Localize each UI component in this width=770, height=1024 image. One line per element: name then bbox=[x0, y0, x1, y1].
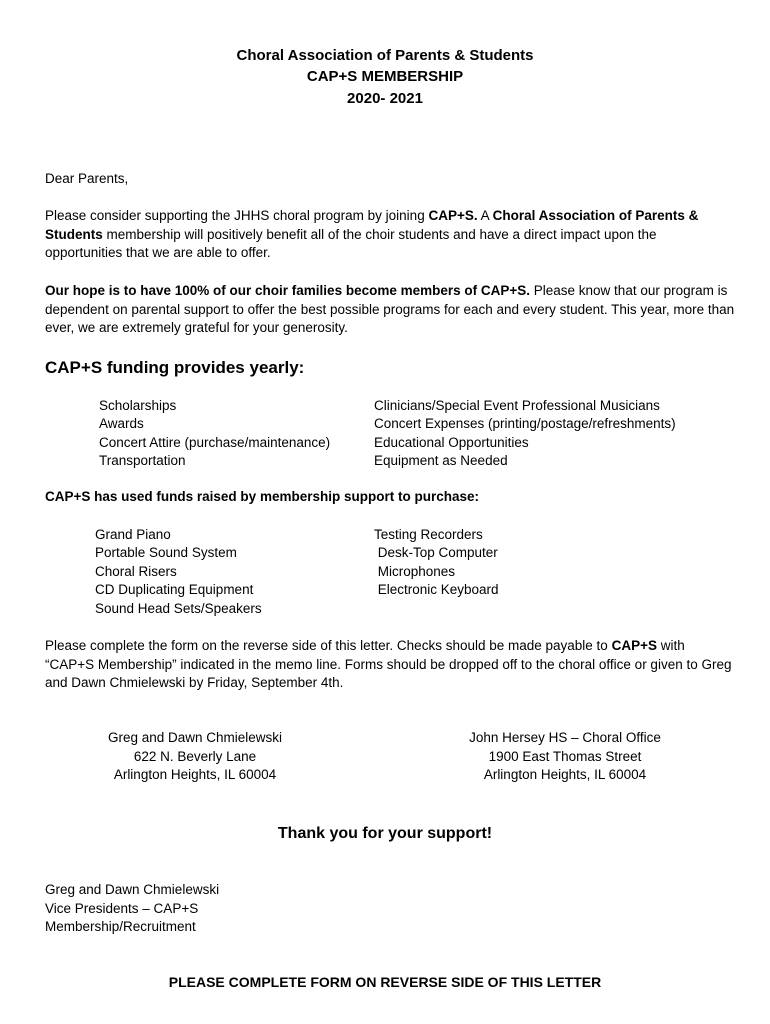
list-item: Awards bbox=[99, 416, 144, 432]
footer-notice: PLEASE COMPLETE FORM ON REVERSE SIDE OF THIS LETTER bbox=[168, 974, 602, 990]
list-item: Desk-Top Computer bbox=[374, 545, 498, 561]
purchases-heading: CAP+S has used funds raised by membership support to purchase: bbox=[45, 489, 479, 504]
funding-list-left bbox=[99, 397, 330, 471]
signature-block bbox=[45, 881, 219, 937]
list-item: Grand Piano bbox=[95, 527, 171, 542]
intro-text: A bbox=[477, 208, 493, 223]
intro-text: membership will positively benefit all of the choir students and have a direct impact upon the opportunities that we are able to offer. bbox=[45, 226, 657, 260]
list-item: Microphones bbox=[374, 563, 456, 579]
address-line: John Hersey HS – Choral Office bbox=[469, 730, 661, 745]
list-item: Testing Recorders bbox=[374, 527, 483, 542]
signature-line: Greg and Dawn Chmielewski bbox=[45, 882, 220, 897]
intro-paragraph-2 bbox=[45, 282, 735, 338]
signature-line: Vice Presidents – CAP+S bbox=[45, 900, 199, 916]
list-item: Concert Attire (purchase/maintenance) bbox=[99, 434, 331, 450]
header-year: 2020- 2021 bbox=[347, 90, 423, 107]
funding-list-right bbox=[374, 397, 676, 471]
purchases-list-right bbox=[374, 526, 499, 600]
instructions-text: with “CAP+S Membership” indicated in the memo line. Forms should be dropped off to the choral office or given to Greg and Dawn Chmielewski by Friday, September 4th. bbox=[45, 638, 732, 690]
address-line: Arlington Heights, IL 60004 bbox=[483, 767, 647, 782]
list-item: Transportation bbox=[99, 453, 186, 469]
header-org-name: Choral Association of Parents & Students bbox=[236, 47, 534, 64]
list-item: Choral Risers bbox=[95, 563, 177, 579]
list-item: Portable Sound System bbox=[95, 545, 237, 561]
intro-text: Please consider supporting the JHHS choral program by joining bbox=[45, 208, 429, 223]
address-line: 1900 East Thomas Street bbox=[488, 748, 642, 764]
address-line: 622 N. Beverly Lane bbox=[133, 748, 257, 764]
list-item: Electronic Keyboard bbox=[374, 582, 499, 598]
payee-bold: CAP+S bbox=[611, 638, 657, 653]
thank-you-line: Thank you for your support! bbox=[277, 825, 493, 842]
list-item: Educational Opportunities bbox=[374, 434, 529, 450]
intro-paragraph-1 bbox=[45, 207, 735, 263]
intro-text: Please know that our program is dependent on parental support to offer the best possible programs for each and every student. This year, more than ever, we are extremely grateful for your generosity. bbox=[45, 283, 735, 335]
intro-org-bold: Choral Association of Parents & Students bbox=[45, 208, 699, 242]
list-item: Sound Head Sets/Speakers bbox=[95, 600, 262, 616]
address-line: Greg and Dawn Chmielewski bbox=[107, 730, 283, 745]
list-item: Equipment as Needed bbox=[374, 453, 508, 469]
instructions-text: Please complete the form on the reverse side of this letter. Checks should be made payable to bbox=[45, 638, 612, 653]
list-item: Clinicians/Special Event Professional Musicians bbox=[374, 398, 660, 413]
address-block-right bbox=[460, 729, 670, 785]
greeting: Dear Parents, bbox=[45, 171, 129, 186]
list-item: Concert Expenses (printing/postage/refreshments) bbox=[374, 416, 676, 432]
address-line: Arlington Heights, IL 60004 bbox=[113, 767, 277, 782]
intro-caps-bold: CAP+S. bbox=[428, 208, 478, 223]
list-item: Scholarships bbox=[99, 398, 177, 413]
purchases-list-left bbox=[95, 526, 262, 618]
list-item: CD Duplicating Equipment bbox=[95, 582, 254, 598]
hope-statement: Our hope is to have 100% of our choir families become members of CAP+S. bbox=[45, 283, 531, 298]
header-membership: CAP+S MEMBERSHIP bbox=[306, 68, 464, 85]
address-block-left bbox=[100, 729, 290, 785]
funding-heading: CAP+S funding provides yearly: bbox=[45, 358, 305, 377]
instructions-paragraph bbox=[45, 637, 735, 693]
signature-line: Membership/Recruitment bbox=[45, 919, 196, 934]
